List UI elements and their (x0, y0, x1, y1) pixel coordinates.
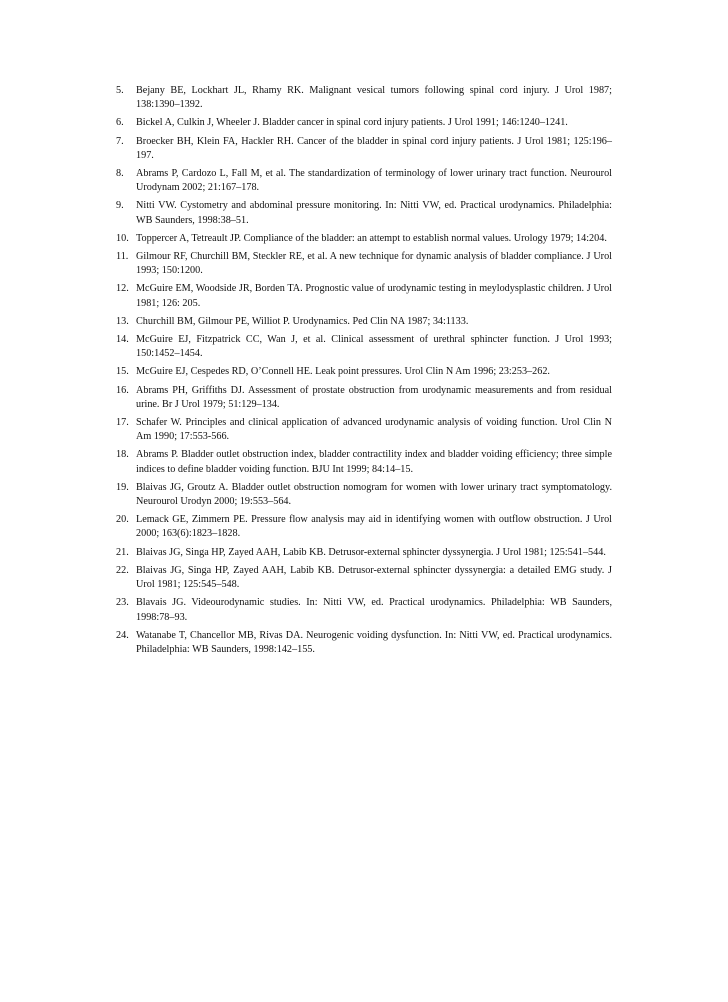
reference-item (116, 564, 612, 592)
reference-number: 17. (116, 417, 129, 429)
reference-text: Nitti VW. Cystometry and abdominal pressure monitoring. In: Nitti VW, ed. Practical urodynamics. Philadelphia: WB Saunders, 1998:38–51. (136, 200, 612, 226)
reference-item (116, 481, 612, 509)
reference-text: Abrams PH, Griffiths DJ. Assessment of prostate obstruction from urodynamic measurements and from residual urine. Br J Urol 1979; 51:129–134. (136, 384, 612, 410)
reference-item (116, 232, 612, 246)
reference-number: 18. (116, 449, 129, 461)
reference-number: 8. (116, 168, 124, 180)
reference-item (116, 315, 612, 329)
reference-number: 20. (116, 514, 129, 526)
reference-text: McGuire EJ, Fitzpatrick CC, Wan J, et al. Clinical assessment of urethral sphincter function. J Urol 1993; 150:1452–1454. (136, 334, 612, 360)
reference-number: 13. (116, 315, 129, 327)
reference-item (116, 167, 612, 195)
reference-text: Toppercer A, Tetreault JP. Compliance of the bladder: an attempt to establish normal values. Urology 1979; 14:204. (136, 232, 607, 244)
reference-item (116, 365, 612, 379)
reference-number: 9. (116, 200, 124, 212)
reference-item (116, 546, 612, 560)
reference-text: Blaivas JG, Singa HP, Zayed AAH, Labib KB. Detrusor-external sphincter dyssynergia: a detailed EMG study. J Urol 1981; 125:545–548. (136, 564, 612, 591)
reference-number: 16. (116, 384, 129, 396)
reference-item (116, 282, 612, 310)
reference-number: 23. (116, 597, 129, 609)
reference-number: 14. (116, 334, 129, 346)
reference-text: Gilmour RF, Churchill BM, Steckler RE, et al. A new technique for dynamic analysis of bladder compliance. J Urol 1993; 150:1200. (136, 251, 612, 277)
reference-text: McGuire EJ, Cespedes RD, O’Connell HE. Leak point pressures. Urol Clin N Am 1996; 23:253–262. (136, 366, 550, 378)
reference-item (116, 629, 612, 657)
reference-list (116, 84, 612, 661)
reference-number: 11. (116, 251, 129, 263)
reference-number: 24. (116, 629, 129, 641)
reference-text: Bejany BE, Lockhart JL, Rhamy RK. Malignant vesical tumors following spinal cord injury. J Urol 1987; 138:1390–1392. (136, 85, 612, 111)
reference-text: Schafer W. Principles and clinical application of advanced urodynamic analysis of voiding function. Urol Clin N Am 1990; 17:553-566. (136, 417, 612, 443)
reference-item (116, 116, 612, 130)
reference-item (116, 513, 612, 541)
reference-number: 15. (116, 366, 129, 378)
reference-text: Blavais JG. Videourodynamic studies. In: Nitti VW, ed. Practical urodynamics. Philadelphia: WB Saunders, 1998:78–93. (136, 597, 612, 623)
reference-item (116, 250, 612, 278)
reference-item (116, 416, 612, 444)
reference-number: 22. (116, 564, 129, 576)
reference-number: 21. (116, 546, 129, 558)
reference-text: McGuire EM, Woodside JR, Borden TA. Prognostic value of urodynamic testing in meylodysplastic children. J Urol 1981; 126: 205. (136, 283, 612, 309)
reference-item (116, 333, 612, 361)
reference-number: 7. (116, 135, 124, 147)
reference-text: Broecker BH, Klein FA, Hackler RH. Cancer of the bladder in spinal cord injury patients. J Urol 1981; 125:196–197. (136, 135, 612, 161)
reference-item (116, 199, 612, 227)
reference-text: Bickel A, Culkin J, Wheeler J. Bladder cancer in spinal cord injury patients. J Urol 1991; 146:1240–1241. (136, 117, 568, 129)
reference-number: 6. (116, 117, 124, 129)
reference-number: 12. (116, 283, 129, 295)
reference-number: 5. (116, 85, 124, 96)
reference-text: Blaivas JG, Singa HP, Zayed AAH, Labib KB. Detrusor-external sphincter dyssynergia. J Urol 1981; 125:541–544. (136, 546, 606, 558)
reference-text: Lemack GE, Zimmern PE. Pressure flow analysis may aid in identifying women with outflow obstruction. J Urol 2000; 163(6):1823–1828. (136, 514, 612, 540)
reference-item (116, 384, 612, 412)
reference-text: Abrams P. Bladder outlet obstruction index, bladder contractility index and bladder voiding efficiency; three simple indices to define bladder voiding function. BJU Int 1999; 84:14–15. (136, 449, 612, 475)
reference-text: Churchill BM, Gilmour PE, Williot P. Urodynamics. Ped Clin NA 1987; 34:1133. (136, 315, 469, 327)
reference-item (116, 448, 612, 476)
reference-item (116, 596, 612, 624)
reference-text: Watanabe T, Chancellor MB, Rivas DA. Neurogenic voiding dysfunction. In: Nitti VW, ed. Practical urodynamics. Philadelphia: WB Saunders, 1998:142–155. (136, 629, 612, 655)
reference-text: Blaivas JG, Groutz A. Bladder outlet obstruction nomogram for women with lower urinary tract symptomatology. Neurourol Urodyn 2000; 19:553–564. (136, 481, 612, 508)
reference-number: 10. (116, 232, 129, 244)
reference-item (116, 84, 612, 112)
reference-text: Abrams P, Cardozo L, Fall M, et al. The standardization of terminology of lower urinary tract function. Neurourol Urodynam 2002; 21:167–178. (136, 168, 612, 194)
reference-number: 19. (116, 481, 129, 493)
reference-item (116, 135, 612, 163)
